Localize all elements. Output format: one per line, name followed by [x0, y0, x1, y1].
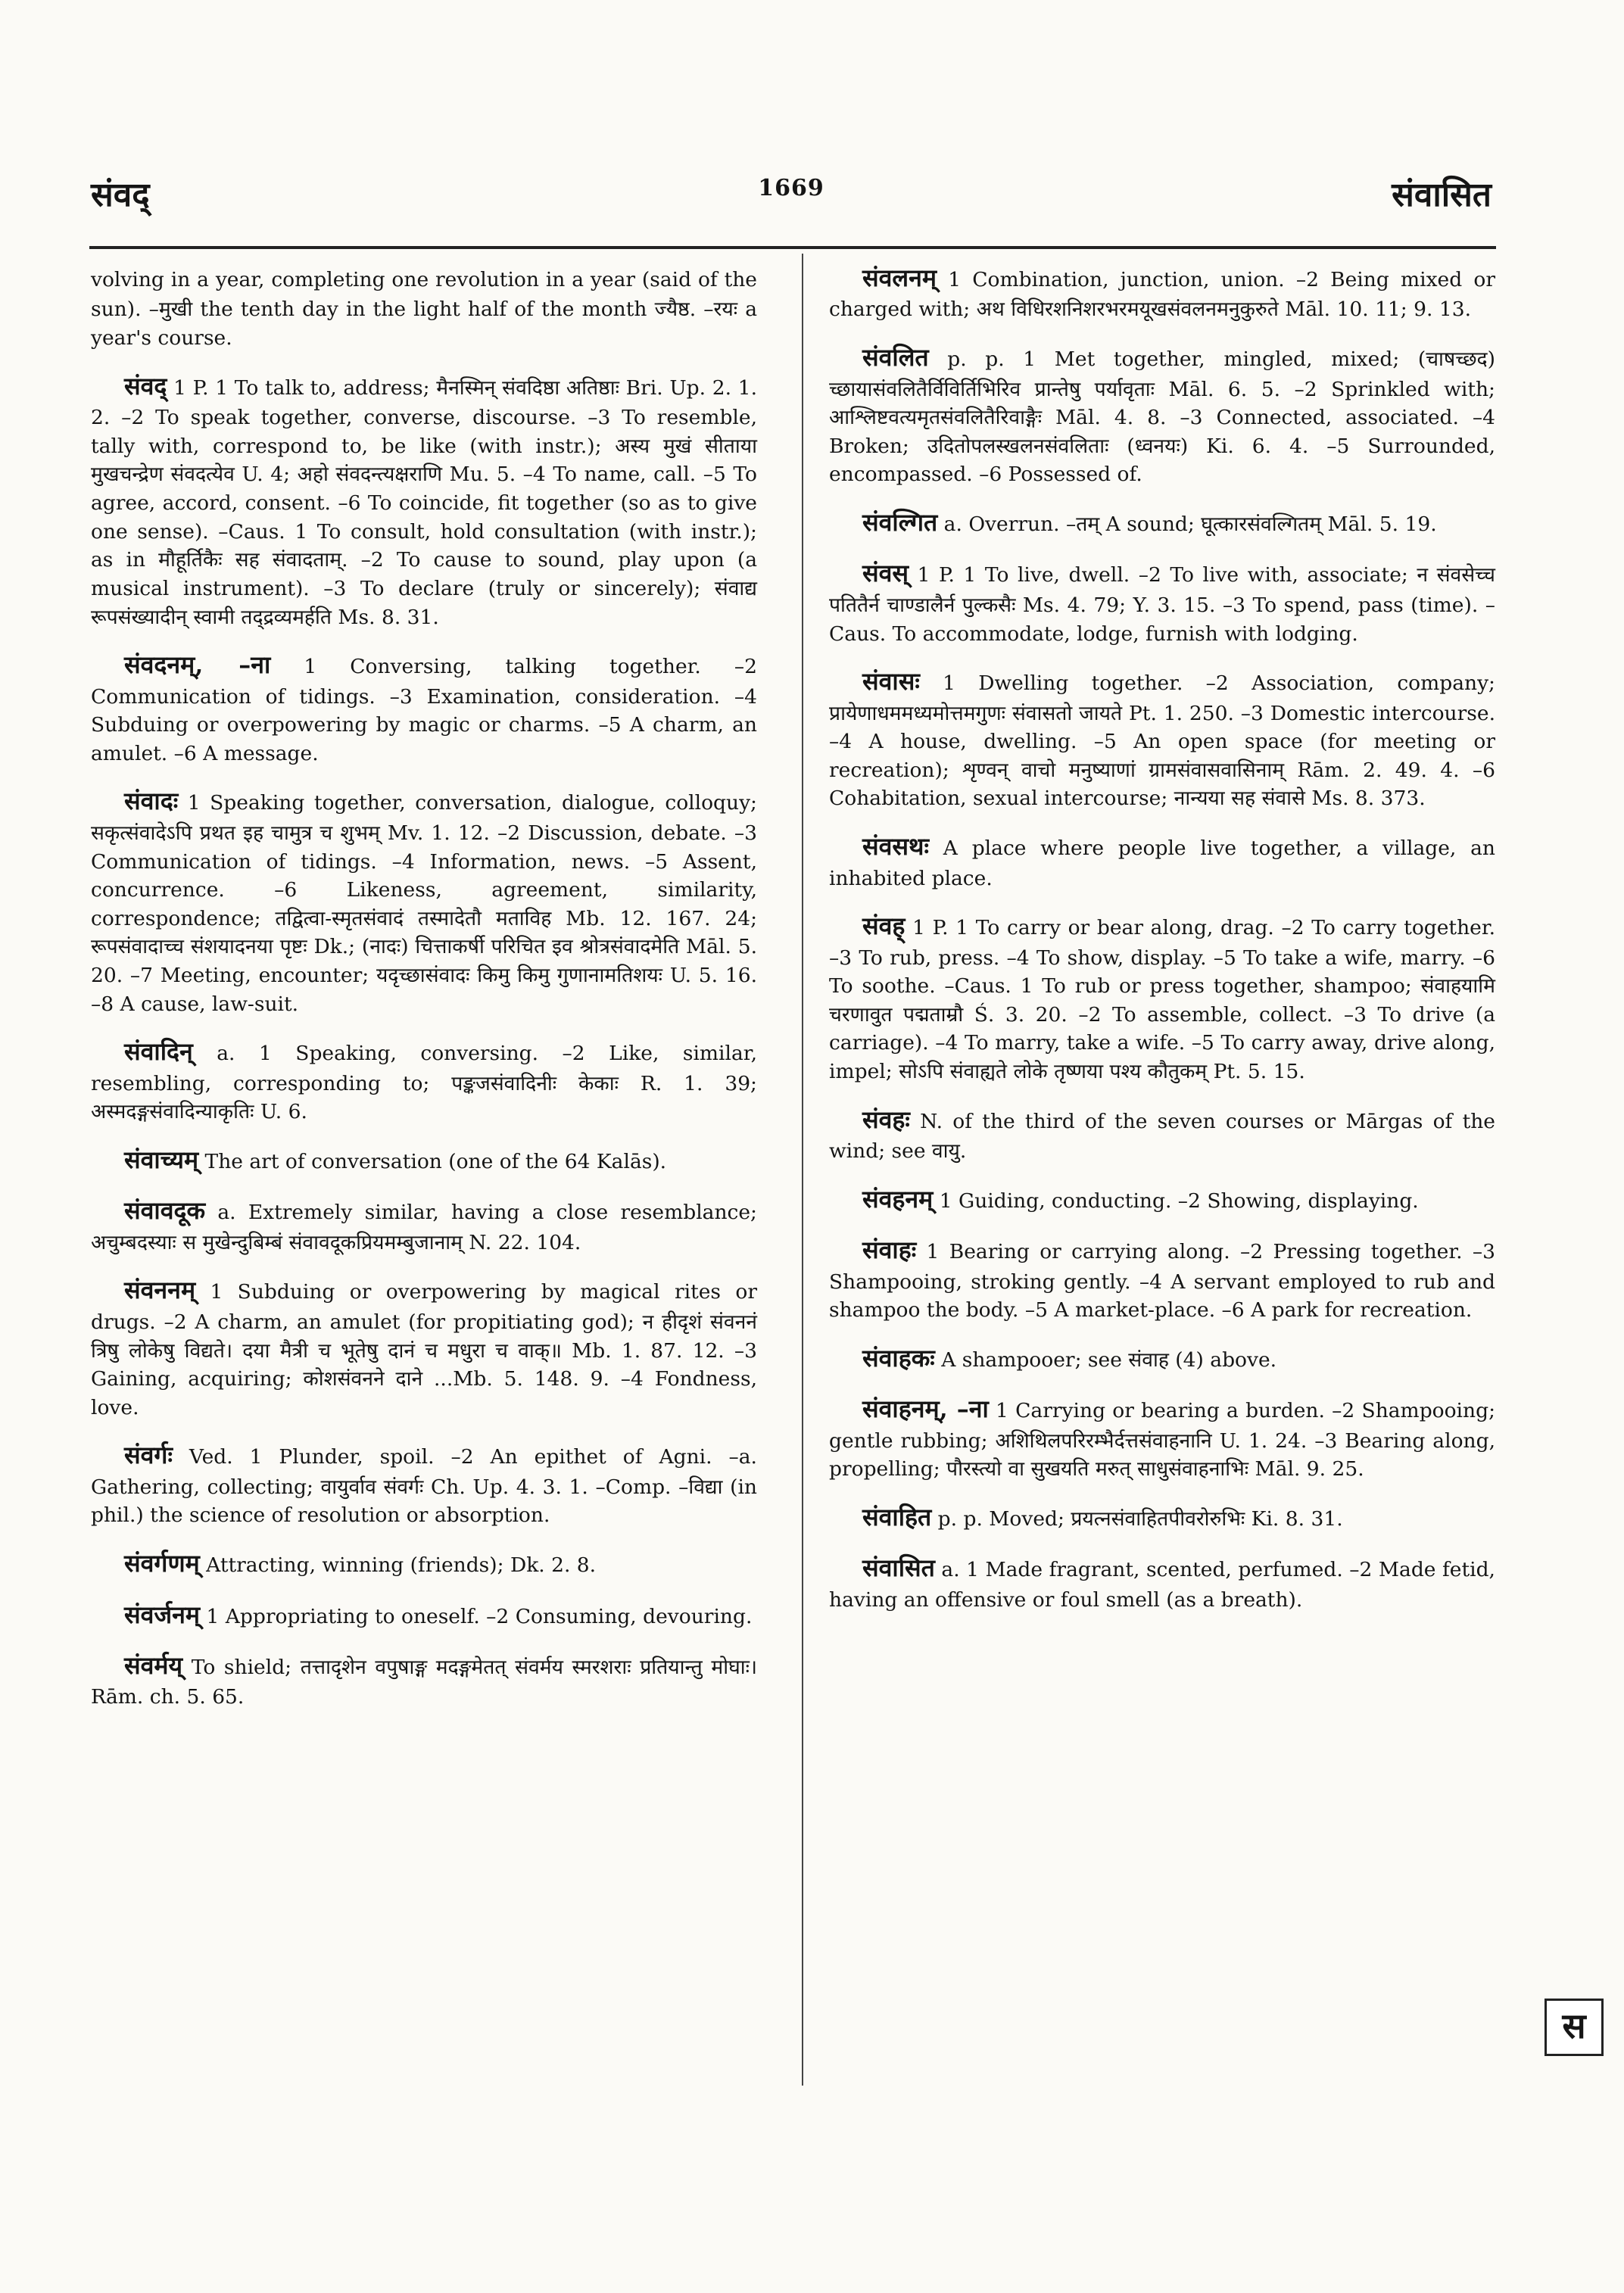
dictionary-entry [91, 1035, 757, 1126]
entry-definition: volving in a year, completing one revolution in a year (said of the sun). –मुखी the tenth day in the light half of the month ज्यैष्ठ. –रयः a year's course. [91, 268, 757, 350]
right-guide-word: संवासित [1392, 176, 1492, 214]
entry-headword: संवलित [862, 343, 929, 372]
entry-headword: संवलनम् [862, 263, 937, 292]
entry-headword: संवासित [862, 1553, 935, 1583]
entry-headword: संवह् [862, 911, 906, 941]
dictionary-entry [91, 1649, 757, 1712]
entry-definition: 1 Carrying or bearing a burden. –2 Shampooing; gentle rubbing; अशिथिलपरिरम्भैर्दत्तसंवाहनानि U. 1. 24. –3 Bearing along, propelling; पौरस्त्यो वा सुखयति मरुत् साधुसंवाहनाभिः Māl. 9. 25. [829, 1399, 1495, 1481]
entry-headword: संवहः [862, 1104, 910, 1134]
entry-headword: संवस् [862, 559, 909, 588]
entry-definition: a. 1 Made fragrant, scented, perfumed. –2 Made fetid, having an offensive or foul smell (as a breath). [829, 1558, 1495, 1612]
dictionary-entry [829, 1341, 1495, 1375]
left-guide-word: संवद् [91, 176, 150, 214]
dictionary-entry [829, 1500, 1495, 1534]
entry-headword: संवहनम् [862, 1184, 934, 1213]
entry-headword: संवसथः [862, 832, 929, 861]
entry-definition: 1 Subduing or overpowering by magical rites or drugs. –2 A charm, an amulet (for propitiating god); न हीदृशं संवननं त्रिषु लोकेषु विद्यते। दया मैत्री च भूतेषु दानं च मधुरा च वाक्॥ Mb. 1. 87. 12. –3 Gaining, acquiring; कोशसंवनने दाने ...Mb. 5. 148. 9. –4 Fondness, love. [91, 1280, 757, 1419]
signature-mark: स [1545, 1999, 1604, 2056]
entry-definition: 1 Appropriating to oneself. –2 Consuming, devouring. [206, 1604, 753, 1628]
entry-definition: a. Overrun. –तम् A sound; घूत्कारसंवल्गितम् Māl. 5. 19. [943, 512, 1437, 536]
dictionary-entry [91, 261, 757, 353]
dictionary-entry [829, 1551, 1495, 1614]
entry-headword: संवाहः [862, 1235, 917, 1265]
entry-headword: संवासः [862, 667, 920, 696]
entry-definition: Attracting, winning (friends); Dk. 2. 8. [206, 1553, 597, 1578]
entry-definition: A shampooer; see संवाह (4) above. [941, 1347, 1277, 1372]
entry-headword: संवदनम्, –ना [124, 650, 271, 680]
dictionary-entry [91, 1194, 757, 1257]
entry-headword: संवादः [124, 787, 179, 816]
dictionary-entry [829, 1233, 1495, 1325]
entry-definition: 1 Combination, junction, union. –2 Being mixed or charged with; अथ विधिरशनिशरभरमयूखसंवलनमनुकुरुते Māl. 10. 11; 9. 13. [829, 268, 1495, 322]
entry-definition: 1 Speaking together, conversation, dialogue, colloquy; सकृत्संवादेऽपि प्रथत इह चामुत्र च शुभम् Mv. 1. 12. –2 Discussion, debate. –3 Communication of tidings. –4 Information, news. –5 Assent, concurrence. –6 Likeness, agreement, similarity, correspondence; तद्वित्वा-स्मृतसंवादं तस्मादेतौ मताविह Mb. 12. 167. 24; रूपसंवादाच्च संशयादनया पृष्टः Dk.; (नादः) चित्ताकर्षी परिचित इव श्रोत्रसंवादमेति Māl. 5. 20. –7 Meeting, encounter; यदृच्छासंवादः किमु किमु गुणानामतिशयः U. 5. 16. –8 A cause, law-suit. [91, 791, 757, 1016]
dictionary-entry [829, 506, 1495, 540]
entry-headword: संवाहकः [862, 1343, 935, 1372]
entry-headword: संवर्मय् [124, 1650, 183, 1680]
entry-headword: संवननम् [124, 1276, 196, 1305]
entry-headword: संवाच्यम् [124, 1145, 199, 1174]
dictionary-entry [91, 1598, 757, 1632]
entry-definition: 1 P. 1 To live, dwell. –2 To live with, associate; न संवसेच्च पतितैर्न चाण्डालैर्न पुल्कसैः Ms. 4. 79; Y. 3. 15. –3 To spend, pass (time). –Caus. To accommodate, lodge, furnish with lodging. [829, 563, 1495, 646]
running-header [91, 170, 1492, 223]
dictionary-entry [91, 1438, 757, 1530]
entry-definition: 1 P. 1 To talk to, address; मैनस्मिन् संवदिष्ठा अतिष्ठाः Bri. Up. 2. 1. 2. –2 To speak together, converse, discourse. –3 To resemble, tally with, correspond to, be like (with instr.); अस्य मुखं सीताया मुखचन्द्रेण संवदत्येव U. 4; अहो संवदन्त्यक्षराणि Mu. 5. –4 To name, call. –5 To agree, accord, consent. –6 To coincide, fit together (so as to give one sense). –Caus. 1 To consult, hold consultation (with instr.); as in मौहूर्तिकैः सह संवादताम्. –2 To cause to sound, play upon (a musical instrument). –3 To declare (truly or sincerely); संवाद्य रूपसंख्यादीन् स्वामी तद्द्रव्यमर्हति Ms. 8. 31. [91, 375, 757, 629]
entry-headword: संवर्जनम् [124, 1600, 201, 1629]
dictionary-entry [829, 1103, 1495, 1166]
entry-definition: 1 P. 1 To carry or bear along, drag. –2 To carry together. –3 To rub, press. –4 To show, display. –5 To take a wife, marry. –6 To soothe. –Caus. 1 To rub or press together, shampoo; संवाहयामि चरणावुत पद्मताम्रौ Ś. 3. 20. –2 To assemble, collect. –3 To drive (a carriage). –4 To marry, take a wife. –5 To carry away, drive along, impel; सोऽपि संवाह्यते लोके तृष्णया पश्य कौतुकम् Pt. 5. 15. [829, 916, 1495, 1084]
header-rule [89, 246, 1496, 249]
entry-headword: संवद् [124, 371, 167, 400]
entry-definition: a. 1 Speaking, conversing. –2 Like, similar, resembling, corresponding to; पङ्कजसंवादिनीः केकाः R. 1. 39; अस्मदङ्गसंवादिन्याकृतिः U. 6. [91, 1042, 757, 1124]
entry-definition: To shield; तत्तादृशेन वपुषाङ्ग मदङ्गमेतत् संवर्मय स्मरशराः प्रतियान्तु मोघाः। Rām. ch. 5. 65. [91, 1655, 757, 1709]
entry-definition: p. p. 1 Met together, mingled, mixed; (चाषच्छद) च्छायासंवलितैर्विविर्तिभिरिव प्रान्तेषु पर्यावृताः Māl. 6. 5. –2 Sprinkled with; आश्लिष्टवत्यमृतसंवलितैरिवाङ्गैः Māl. 4. 8. –3 Connected, associated. –4 Broken; उदितोपलस्खलनसंवलिताः (ध्वनयः) Ki. 6. 4. –5 Surrounded, encompassed. –6 Possessed of. [829, 347, 1495, 487]
dictionary-entry [91, 784, 757, 1018]
entry-definition: 1 Bearing or carrying along. –2 Pressing together. –3 Shampooing, stroking gently. –4 A servant employed to rub and shampoo the body. –5 A market-place. –6 A park for recreation. [829, 1240, 1495, 1323]
dictionary-entry [829, 909, 1495, 1086]
dictionary-entry [829, 830, 1495, 893]
dictionary-entry [91, 1273, 757, 1422]
dictionary-entry [91, 369, 757, 631]
entry-definition: The art of conversation (one of the 64 Kalās). [204, 1149, 667, 1173]
entry-headword: संवाहित [862, 1503, 932, 1531]
entry-definition: 1 Conversing, talking together. –2 Communication of tidings. –3 Examination, consideration. –4 Subduing or overpowering by magic or charms. –5 A charm, an amulet. –6 A message. [91, 655, 757, 765]
entry-headword: संवादिन् [124, 1037, 193, 1067]
entry-headword: संवाहनम्, –ना [862, 1394, 989, 1424]
entry-headword: संवावदूक [124, 1196, 206, 1226]
entry-headword: संवर्गः [124, 1441, 173, 1470]
entry-definition: 1 Guiding, conducting. –2 Showing, displaying. [939, 1189, 1419, 1213]
left-column [91, 261, 757, 1728]
entry-definition: p. p. Moved; प्रयत्नसंवाहितपीवरोरुभिः Ki. 8. 31. [937, 1507, 1343, 1531]
dictionary-entry [91, 1547, 757, 1581]
entry-definition: A place where people live together, a village, an inhabited place. [829, 837, 1495, 890]
dictionary-entry [91, 648, 757, 768]
page-number: 1669 [758, 175, 824, 201]
dictionary-entry [829, 1392, 1495, 1484]
entry-headword: संवर्गणम् [124, 1549, 200, 1578]
dictionary-entry [829, 665, 1495, 813]
entry-headword: संवल्गित [862, 508, 938, 537]
dictionary-entry [91, 1143, 757, 1177]
entry-definition: Ved. 1 Plunder, spoil. –2 An epithet of Agni. –a. Gathering, collecting; वायुर्वाव संवर्गः Ch. Up. 4. 3. 1. –Comp. –विद्या (in phil.) the science of resolution or absorption. [91, 1445, 757, 1528]
entry-definition: N. of the third of the seven courses or Mārgas of the wind; see वायु. [829, 1109, 1495, 1164]
dictionary-entry [829, 261, 1495, 324]
dictionary-entry [829, 556, 1495, 648]
entry-definition: 1 Dwelling together. –2 Association, company; प्रायेणाधममध्यमोत्तमगुणः संवासतो जायते Pt. 1. 250. –3 Domestic intercourse. –4 A house, dwelling. –5 An open space (for meeting or recreation); शृण्वन् वाचो मनुष्याणां ग्रामसंवासवासिनाम् Rām. 2. 49. 4. –6 Cohabitation, sexual intercourse; नान्यया सह संवासे Ms. 8. 373. [829, 671, 1495, 811]
right-column [829, 261, 1495, 1631]
dictionary-entry [829, 1182, 1495, 1217]
entry-definition: a. Extremely similar, having a close resemblance; अचुम्बदस्याः स मुखेन्दुबिम्बं संवावदूकप्रियमम्बुजानाम् N. 22. 104. [91, 1201, 757, 1254]
dictionary-entry [829, 341, 1495, 489]
column-divider [802, 254, 803, 2086]
